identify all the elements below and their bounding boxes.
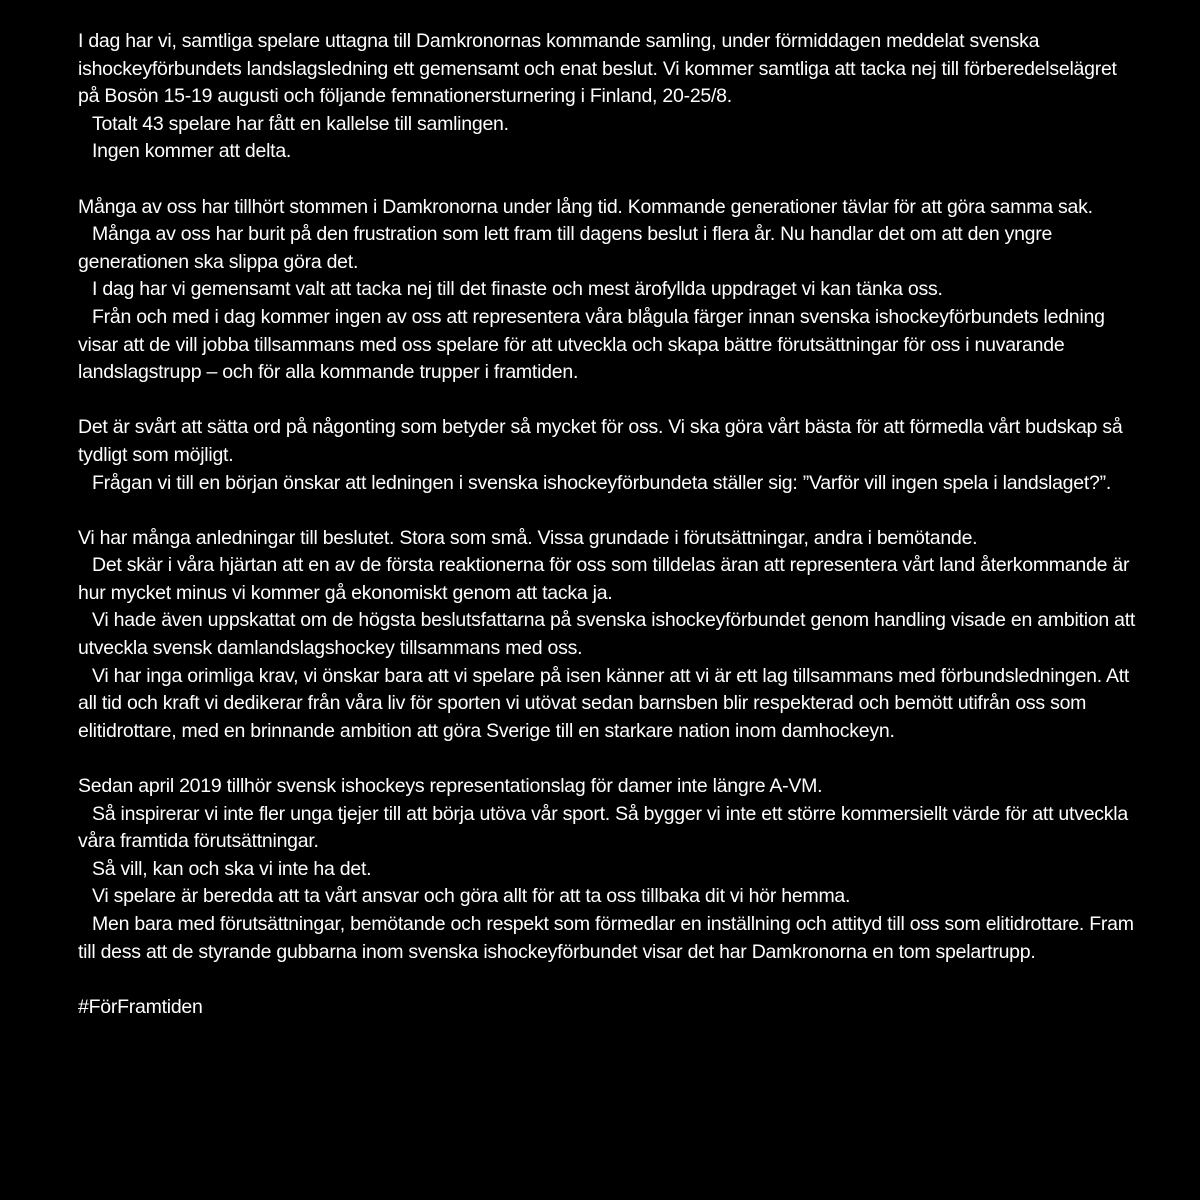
paragraph: Så inspirerar vi inte fler unga tjejer till att börja utöva vår sport. Så bygger vi inte ett större kommersiellt värde för att utveckla våra framtida förutsättningar. <box>78 802 1128 853</box>
paragraph: Vi har många anledningar till beslutet. Stora som små. Vissa grundade i förutsättningar, andra i bemötande. <box>78 526 978 549</box>
paragraph: Många av oss har burit på den frustration som lett fram till dagens beslut i flera år. Nu handlar det om att den yngre generationen ska slippa göra det. <box>78 223 1053 273</box>
paragraph: Så vill, kan och ska vi inte ha det. <box>92 857 372 880</box>
statement-block-3 <box>78 414 1138 497</box>
statement-block-5 <box>78 773 1138 966</box>
statement-block-2 <box>78 194 1138 387</box>
paragraph: Det är svårt att sätta ord på någonting som betyder så mycket för oss. Vi ska göra vårt bästa för att förmedla vårt budskap så tydligt som möjligt. <box>78 416 1123 466</box>
paragraph: Vi spelare är beredda att ta vårt ansvar och göra allt för att ta oss tillbaka dit vi hör hemma. <box>92 885 851 908</box>
paragraph: Ingen kommer att delta. <box>92 140 292 163</box>
paragraph: Totalt 43 spelare har fått en kallelse till samlingen. <box>92 112 509 135</box>
statement-document <box>78 28 1138 1021</box>
paragraph: Vi har inga orimliga krav, vi önskar bara att vi spelare på isen känner att vi är ett lag tillsammans med förbundsledningen. Att all tid och kraft vi dedikerar från våra liv för sporten vi utövat sedan barnsben blir respekterad och bemött utifrån oss som elitidrottare, med en brinnande ambition att göra Sverige till en starkare nation inom damhockeyn. <box>78 664 1130 742</box>
paragraph: Det skär i våra hjärtan att en av de första reaktionerna för oss som tilldelas äran att representera vårt land återkommande är hur mycket minus vi kommer gå ekonomiskt genom att tacka ja. <box>78 554 1130 604</box>
paragraph: Från och med i dag kommer ingen av oss att representera våra blågula färger innan svenska ishockeyförbundets ledning visar att de vill jobba tillsammans med oss spelare för att utveckla och skapa bättre förutsättningar för oss i nuvarande landslagstrupp – och för alla kommande trupper i framtiden. <box>78 305 1105 384</box>
statement-block-1 <box>78 28 1138 166</box>
paragraph: Vi hade även uppskattat om de högsta beslutsfattarna på svenska ishockeyförbundet genom handling visade en ambition att utveckla svensk damlandslagshockey tillsammans med oss. <box>78 609 1136 660</box>
paragraph: I dag har vi, samtliga spelare uttagna till Damkronornas kommande samling, under förmiddagen meddelat svenska ishockeyförbundets landslagsledning ett gemensamt och enat beslut. Vi kommer samtliga att tacka nej till förberedelselägret på Bosön 15-19 augusti och följande femnationersturnering i Finland, 20-25/8. <box>78 30 1117 108</box>
statement-block-4 <box>78 525 1138 746</box>
paragraph: Sedan april 2019 tillhör svensk ishockeys representationslag för damer inte längre A-VM. <box>78 775 823 798</box>
paragraph: Frågan vi till en början önskar att ledningen i svenska ishockeyförbundeta ställer sig: ”Varför vill ingen spela i landslaget?”. <box>92 471 1112 494</box>
hashtag: #FörFramtiden <box>78 995 203 1018</box>
paragraph: Men bara med förutsättningar, bemötande och respekt som förmedlar en inställning och attityd till oss som elitidrottare. Fram till dess att de styrande gubbarna inom svenska ishockeyförbundet visar det har Damkronorna en tom spelartrupp. <box>78 913 1134 963</box>
paragraph: Många av oss har tillhört stommen i Damkronorna under lång tid. Kommande generationer tävlar för att göra samma sak. <box>78 195 1093 218</box>
paragraph: I dag har vi gemensamt valt att tacka nej till det finaste och mest ärofyllda uppdraget vi kan tänka oss. <box>92 278 943 301</box>
